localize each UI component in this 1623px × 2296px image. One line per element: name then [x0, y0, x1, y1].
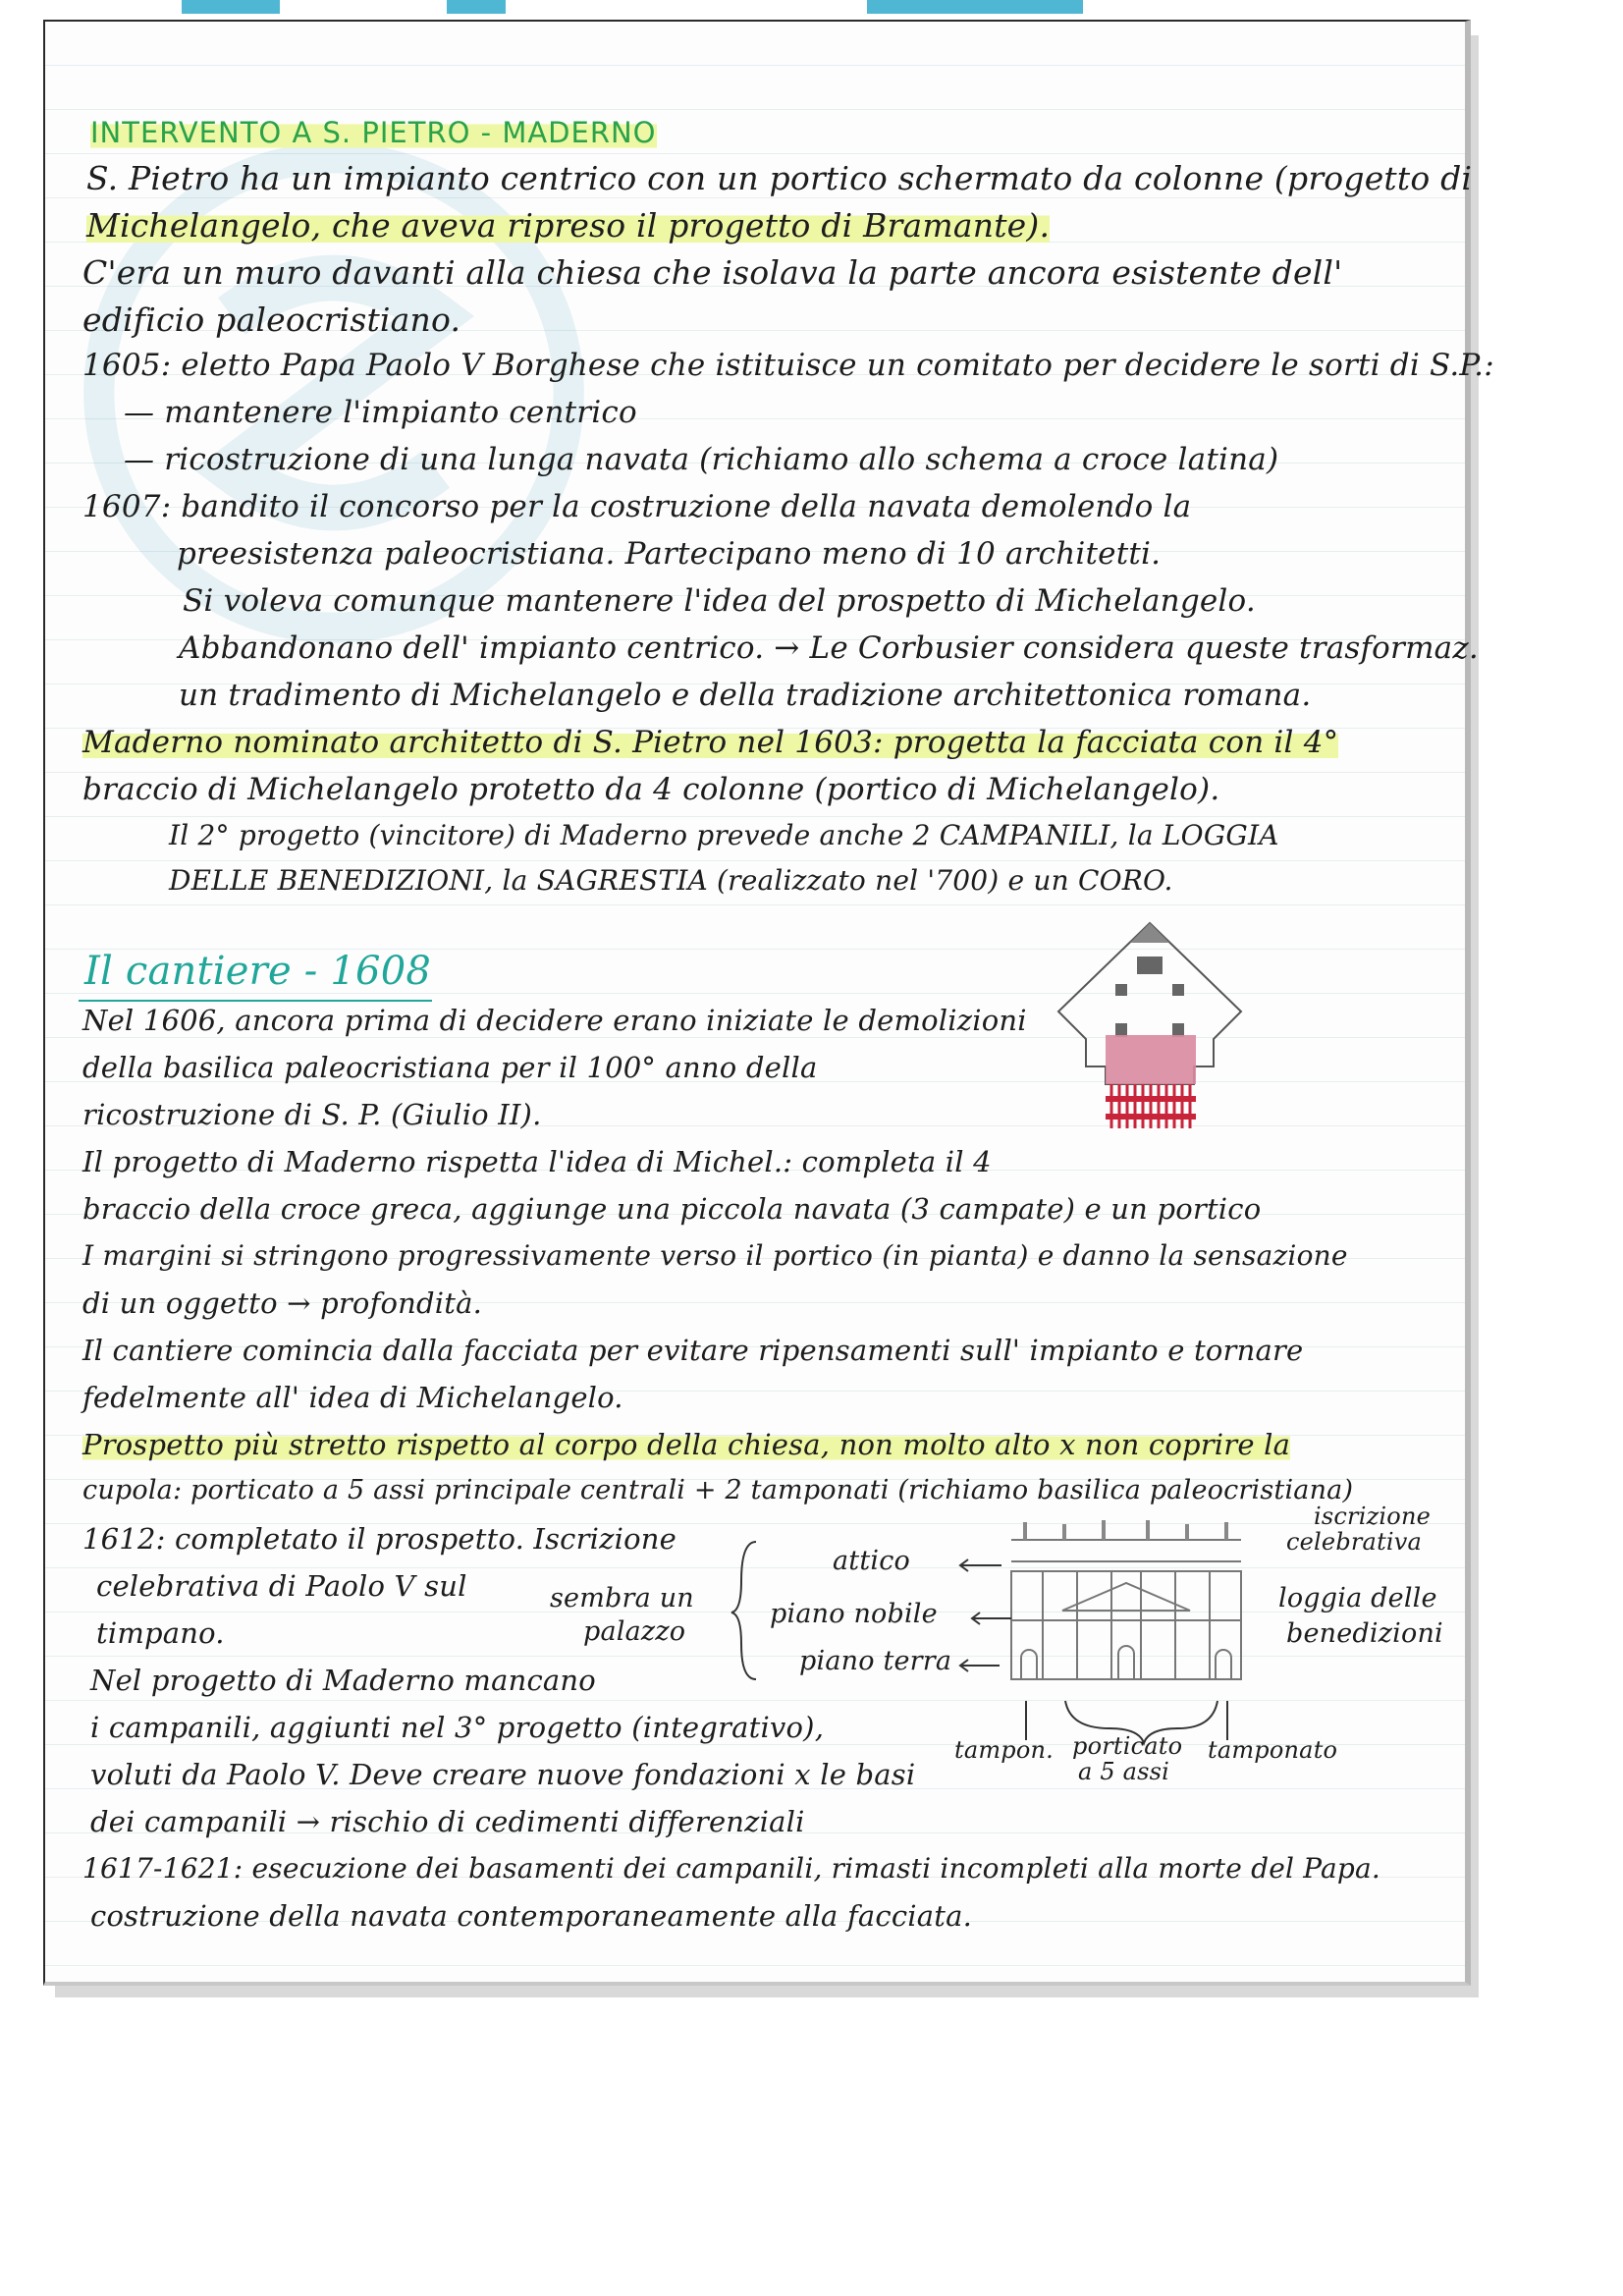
text-line: 1612: completato il prospetto. Iscrizione [82, 1522, 676, 1556]
text-line: 1617-1621: esecuzione dei basamenti dei campanili, rimasti incompleti alla morte del Papa. [82, 1852, 1381, 1885]
text-line: S. Pietro ha un impianto centrico con un portico schermato da colonne (progetto di [86, 159, 1473, 197]
text-line: preesistenza paleocristiana. Partecipano meno di 10 architetti. [177, 536, 1162, 572]
text-line: Il progetto di Maderno rispetta l'idea di Michel.: completa il 4 [82, 1145, 992, 1178]
text-line: I margini si stringono progressivamente verso il portico (in pianta) e danno la sensazione [82, 1239, 1348, 1272]
facade-label: a 5 assi [1078, 1758, 1170, 1785]
facade-label: tampon. [954, 1736, 1055, 1764]
list-item: — ricostruzione di una lunga navata (richiamo allo schema a croce latina) [124, 442, 1279, 477]
text-line: voluti da Paolo V. Deve creare nuove fondazioni x le basi [90, 1758, 916, 1791]
facade-label-piano-nobile: piano nobile [770, 1599, 938, 1629]
text-line: C'era un muro davanti alla chiesa che isolava la parte ancora esistente dell' [82, 253, 1343, 292]
text-line: Prospetto più stretto rispetto al corpo della chiesa, non molto alto x non coprire la [82, 1428, 1291, 1461]
text-line: Si voleva comunque mantenere l'idea del prospetto di Michelangelo. [183, 583, 1256, 619]
facade-label: benedizioni [1286, 1618, 1443, 1649]
text-line: fedelmente all' idea di Michelangelo. [82, 1381, 623, 1414]
facade-label: iscrizione [1314, 1503, 1432, 1530]
text-line: Nel progetto di Maderno mancano [90, 1664, 596, 1697]
text-line: Nel 1606, ancora prima di decidere erano iniziate le demolizioni [82, 1004, 1027, 1037]
text-line: celebrativa di Paolo V sul [96, 1569, 467, 1603]
facade-label: palazzo [583, 1616, 686, 1647]
text-line: ricostruzione di S. P. (Giulio II). [82, 1098, 542, 1131]
notebook-tab [867, 0, 1083, 14]
facade-label: celebrativa [1286, 1528, 1423, 1556]
text-line: della basilica paleocristiana per il 100° anno della [82, 1051, 818, 1084]
heading-underline [79, 1000, 432, 1002]
text-line: un tradimento di Michelangelo e della tradizione architettonica romana. [179, 678, 1312, 713]
text-line: di un oggetto → profondità. [82, 1286, 483, 1320]
facade-label: sembra un [550, 1583, 694, 1613]
floor-plan-sketch [1047, 917, 1263, 1182]
facade-label-piano-terra: piano terra [799, 1646, 952, 1676]
facade-label: porticato [1072, 1732, 1183, 1760]
section-heading: Il cantiere - 1608 [84, 949, 431, 994]
text-line: costruzione della navata contemporaneamente alla facciata. [90, 1899, 972, 1933]
facade-label: tamponato [1208, 1736, 1338, 1764]
facade-label-attico: attico [833, 1546, 911, 1576]
text-line: braccio di Michelangelo protetto da 4 colonne (portico di Michelangelo). [82, 772, 1220, 807]
text-line: braccio della croce greca, aggiunge una piccola navata (3 campate) e un portico [82, 1192, 1262, 1226]
notebook-tab [182, 0, 280, 14]
text-line: Il 2° progetto (vincitore) di Maderno prevede anche 2 CAMPANILI, la LOGGIA [169, 819, 1279, 851]
text-line: cupola: porticato a 5 assi principale centrali + 2 tamponati (richiamo basilica paleocristiana) [82, 1475, 1354, 1505]
text-line: Michelangelo, che aveva ripreso il progetto di Bramante). [86, 206, 1051, 245]
text-line: Maderno nominato architetto di S. Pietro nel 1603: progetta la facciata con il 4° [82, 725, 1339, 760]
text-line: dei campanili → rischio di cedimenti differenziali [90, 1805, 805, 1838]
text-line: Abbandonano dell' impianto centrico. → Le Corbusier considera queste trasformaz. [179, 630, 1479, 666]
text-line: edificio paleocristiano. [82, 301, 461, 339]
section-title: INTERVENTO A S. PIETRO - MADERNO [90, 116, 657, 149]
text-line: i campanili, aggiunti nel 3° progetto (integrativo), [90, 1711, 825, 1744]
facade-label: loggia delle [1278, 1583, 1437, 1613]
list-item: — mantenere l'impianto centrico [124, 395, 637, 430]
text-line: DELLE BENEDIZIONI, la SAGRESTIA (realizzato nel '700) e un CORO. [169, 864, 1173, 897]
text-line: Il cantiere comincia dalla facciata per evitare ripensamenti sull' impianto e tornare [82, 1334, 1304, 1367]
notebook-tab [447, 0, 506, 14]
text-line: 1605: eletto Papa Paolo V Borghese che istituisce un comitato per decidere le sorti di S.P.: [82, 348, 1494, 383]
text-line: 1607: bandito il concorso per la costruzione della navata demolendo la [82, 489, 1192, 524]
text-line: timpano. [96, 1616, 225, 1650]
